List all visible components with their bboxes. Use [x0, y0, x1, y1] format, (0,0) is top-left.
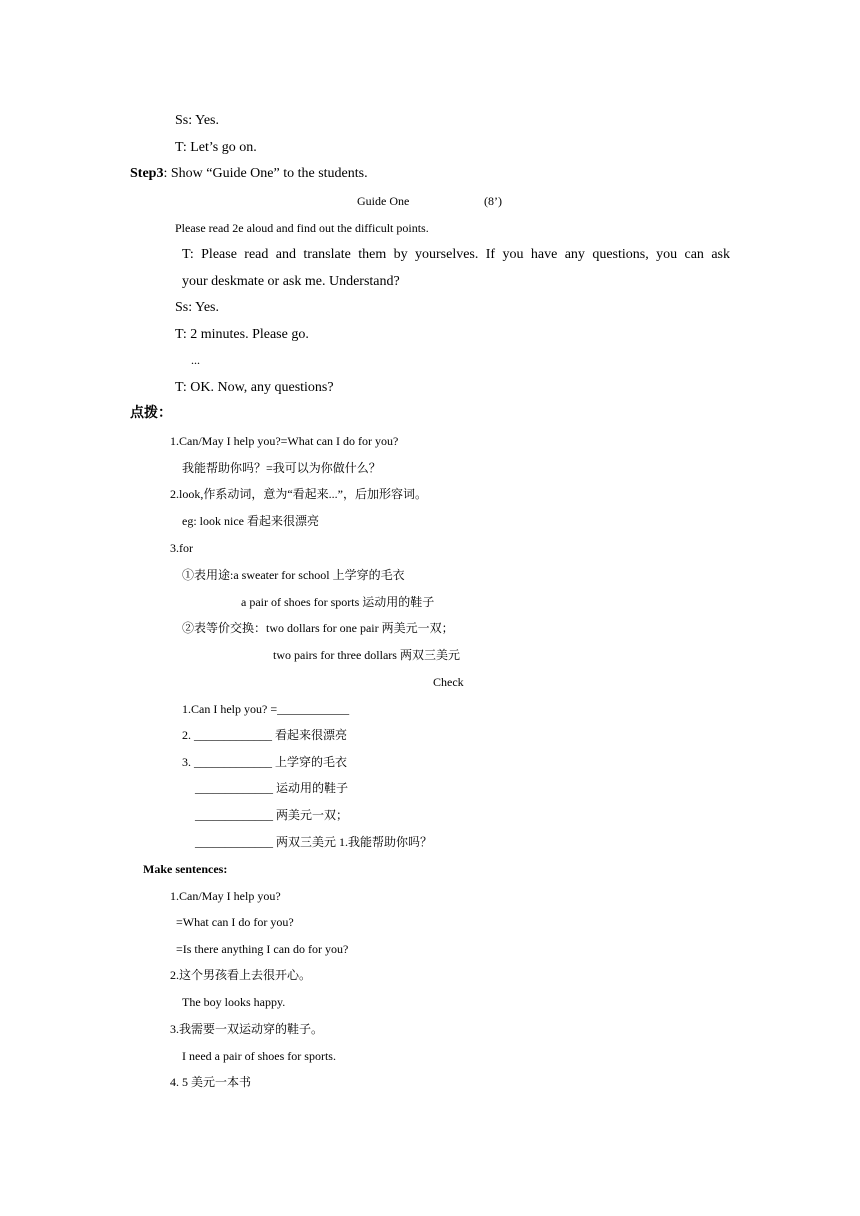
check-item-3: 3. _____________ 上学穿的毛衣 [182, 755, 348, 769]
point-3b: ②表等价交换：two dollars for one pair 两美元一双； [182, 621, 454, 635]
check-item-5: _____________ 两美元一双； [195, 808, 349, 822]
check-item-2: 2. _____________ 看起来很漂亮 [182, 728, 348, 742]
guide-title: Guide One [357, 194, 410, 208]
dialog-ss-yes-2: Ss: Yes. [175, 300, 219, 315]
sentence-1: 1.Can/May I help you? [170, 889, 281, 903]
point-1-chinese: 我能帮助你吗？=我可以为你做什么？ [182, 461, 381, 475]
points-heading: 点拨： [130, 406, 172, 421]
step3-line [130, 167, 368, 181]
dialog-ellipsis: ... [191, 353, 200, 367]
step3-label: Step3 [130, 166, 164, 181]
sentence-1b: =Is there anything I can do for you? [176, 942, 349, 956]
point-2-example: eg: look nice 看起来很漂亮 [182, 514, 319, 528]
dialog-t-questions: T: OK. Now, any questions? [175, 380, 334, 395]
sentence-4: 4. 5 美元一本书 [170, 1075, 252, 1089]
point-1: 1.Can/May I help you?=What can I do for you? [170, 434, 399, 448]
guide-instruction: Please read 2e aloud and find out the difficult points. [175, 221, 429, 235]
dialog-t-line1: T: Please read and translate them by yourselves. If you have any questions, you can ask [182, 247, 730, 262]
sentences-heading: Make sentences: [143, 862, 228, 876]
check-item-4: _____________ 运动用的鞋子 [195, 781, 349, 795]
step3-text: : Show “Guide One” to the students. [163, 166, 368, 181]
check-item-6: _____________ 两双三美元 1.我能帮助你吗？ [195, 835, 433, 849]
sentence-3a: I need a pair of shoes for sports. [182, 1049, 336, 1063]
point-3: 3.for [170, 541, 193, 555]
guide-time: (8’) [484, 194, 502, 208]
dialog-t-line2: your deskmate or ask me. Understand? [182, 274, 400, 289]
point-3a-2: a pair of shoes for sports 运动用的鞋子 [241, 595, 435, 609]
sentence-1a: =What can I do for you? [176, 915, 294, 929]
check-item-1: 1.Can I help you? =____________ [182, 702, 350, 716]
sentence-2a: The boy looks happy. [182, 995, 286, 1009]
point-3a: ①表用途:a sweater for school 上学穿的毛衣 [182, 568, 405, 582]
sentence-2: 2.这个男孩看上去很开心。 [170, 968, 312, 982]
check-title: Check [433, 675, 464, 689]
dialog-t-go-on: T: Let’s go on. [175, 140, 257, 155]
sentence-3: 3.我需要一双运动穿的鞋子。 [170, 1022, 324, 1036]
dialog-ss-yes: Ss: Yes. [175, 113, 219, 128]
point-3b-2: two pairs for three dollars 两双三美元 [273, 648, 460, 662]
point-2: 2.look,作系动词，意为“看起来...”，后加形容词。 [170, 487, 427, 501]
dialog-t-minutes: T: 2 minutes. Please go. [175, 327, 309, 342]
